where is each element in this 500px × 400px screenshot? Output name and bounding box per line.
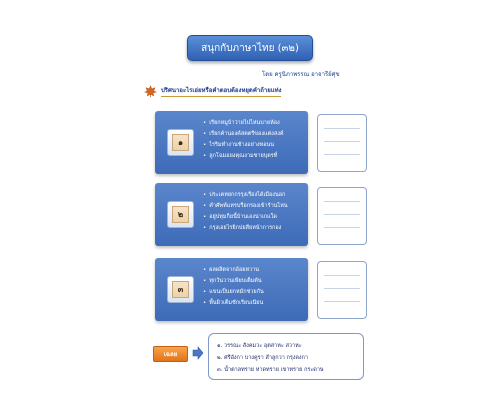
answer-line [324, 201, 360, 202]
answer-box-2[interactable] [317, 187, 367, 245]
riddle-line: • กรุงเอยไรยิกปยสียหน้าการกอง [203, 223, 288, 234]
answer-line [324, 301, 360, 302]
riddle-line: • อยู่ปทุมก็ยนี้บ้านเองน่าเกแใด [203, 212, 288, 223]
answer-box-1[interactable] [317, 114, 367, 172]
riddle-list [203, 265, 264, 309]
riddle-line: • ผลผลิตจากอ้อยหวาน [203, 265, 264, 276]
group-number: ๑ [172, 134, 189, 151]
answer-box-3[interactable] [317, 261, 367, 319]
answer-line [324, 227, 360, 228]
number-tile [167, 201, 194, 228]
riddle-line: • ลูกโฉมอยงคุณงามชายบุตรที่ [203, 151, 284, 162]
riddle-group-2 [155, 183, 308, 246]
group-number: ๓ [172, 281, 189, 298]
answer-key-button[interactable] [153, 346, 188, 362]
maple-leaf-icon [144, 85, 157, 98]
group-number: ๒ [172, 206, 189, 223]
arrow-right-icon [192, 346, 204, 360]
riddle-line: • ประเคหยกกรรุงเรืองได้เมืองนอก [203, 190, 288, 201]
answer-line [324, 214, 360, 215]
riddle-line: • แขนเป็นยกหมักช่วยกัน [203, 287, 264, 298]
answer-line [324, 288, 360, 289]
riddle-list [203, 190, 288, 234]
riddle-list [203, 118, 284, 162]
answer-row-2: ๒. ศรีอังกา บางคูรา สำลูกวา กรุงลงกา [217, 355, 308, 361]
answer-line [324, 141, 360, 142]
answer-line [324, 154, 360, 155]
riddle-line: • เรียกหมูบ้าว่ายไปไหนบายห้อง [203, 118, 284, 129]
answer-key-label: เฉลย [163, 351, 178, 358]
riddle-group-3 [155, 258, 308, 321]
riddle-group-1 [155, 111, 308, 174]
author-credit: โดย ครูนิภาพรรณ อาจารีย์ศุข [262, 71, 340, 78]
number-tile [167, 129, 194, 156]
answer-row-3: ๓. น้ำตาลทราย หาดทราย เขาทราย กระดาษ [217, 367, 324, 373]
answer-row-1: ๑. วรรณะ สังคมวะ อุตสาหะ สวาหะ [217, 343, 302, 349]
instruction-text: ปริศนาอะไรเอ่ยหรือคำตอบต้องหยุดคำถ้ายแท่ง [161, 85, 281, 97]
number-tile [167, 276, 194, 303]
riddle-line: • ไรริมทำงานช้างอย่างทอนน [203, 140, 284, 151]
answer-key-panel [208, 333, 364, 380]
answer-line [324, 275, 360, 276]
riddle-line: • เรียกค้านองค์สตตรีของแต่งสงค์ [203, 129, 284, 140]
answer-line [324, 128, 360, 129]
page-title-box [187, 35, 313, 61]
instruction-row [144, 84, 281, 98]
riddle-line: • คำศัพท์แหรบรือกรองเข้าร้านไหน [203, 201, 288, 212]
riddle-line: • ทุกวันวานเพียบเต็มต้น [203, 276, 264, 287]
page-title: สนุกกับภาษาไทย (๓๒) [201, 42, 299, 54]
riddle-line: • พื้นผิวเต็มชักเรียบเนียน [203, 298, 264, 309]
